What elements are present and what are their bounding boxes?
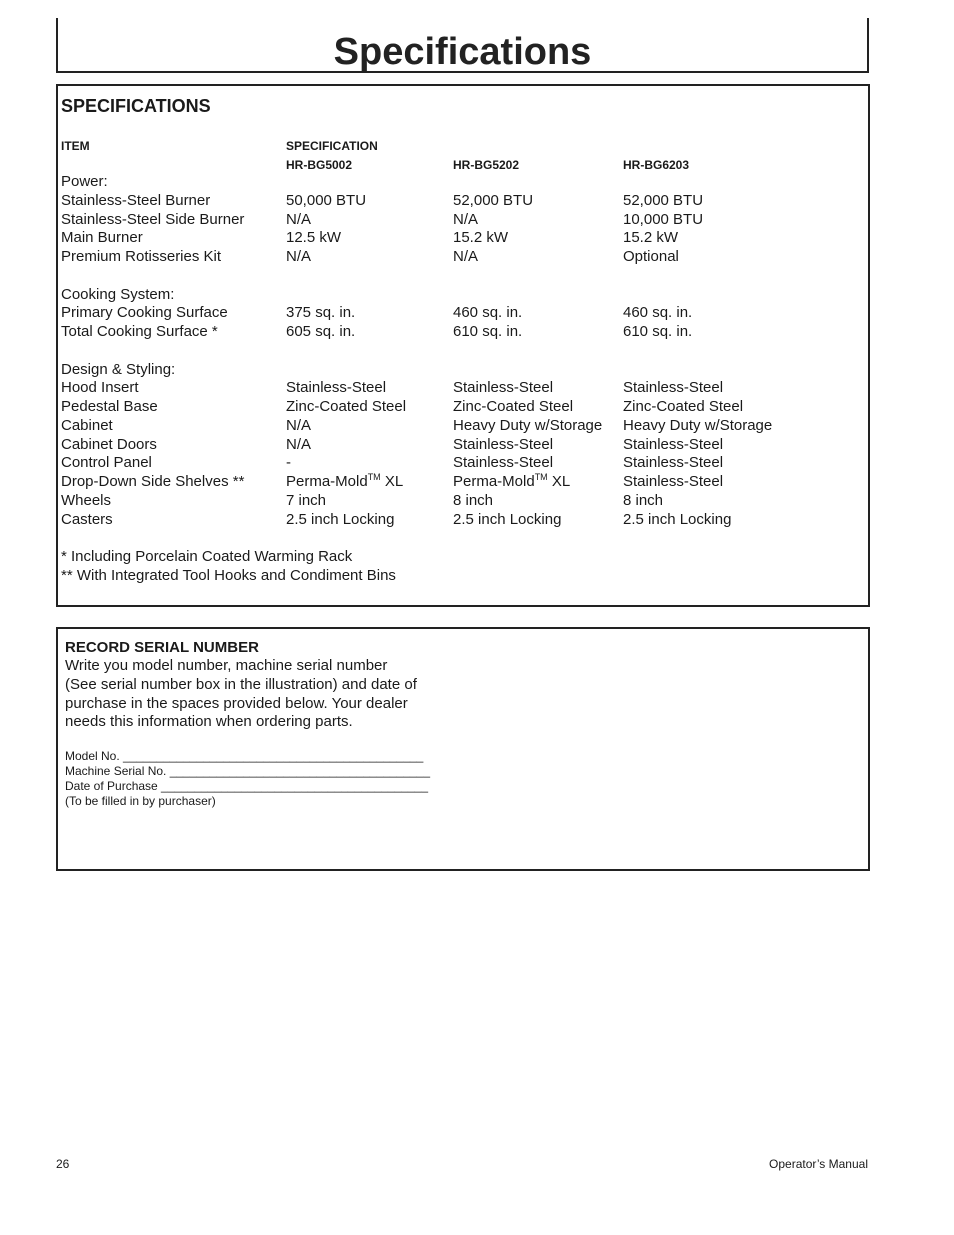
spec-value: 610 sq. in. [623, 323, 693, 340]
spec-value: 2.5 inch Locking [623, 510, 732, 528]
purchaser-note: (To be filled in by purchaser) [65, 794, 216, 808]
serial-heading: RECORD SERIAL NUMBER [65, 639, 259, 656]
spec-value: Stainless-Steel [286, 379, 387, 397]
spec-item-label: Design & Styling: [61, 360, 176, 378]
spec-value: 52,000 BTU [453, 191, 534, 209]
spec-row [61, 436, 861, 455]
specifications-table [61, 173, 861, 586]
spec-value: 50,000 BTU [286, 191, 367, 209]
spec-row [61, 248, 861, 267]
spec-value: 8 inch [453, 491, 494, 509]
machine-serial-field: Machine Serial No. _______________________________________ [65, 764, 430, 778]
spec-value: N/A [286, 248, 312, 265]
spec-row [61, 229, 861, 248]
spec-value: N/A [453, 210, 479, 228]
spec-value: 10,000 BTU [623, 210, 704, 228]
spec-value: N/A [286, 435, 312, 453]
spec-value: Zinc-Coated Steel [453, 398, 574, 415]
serial-instructions [65, 657, 445, 732]
spec-row [61, 267, 861, 286]
spec-row [61, 398, 861, 417]
spec-row [61, 304, 861, 323]
spec-row [61, 567, 861, 586]
spec-row [61, 173, 861, 192]
spec-row [61, 473, 861, 492]
serial-instruction-line: Write you model number, machine serial number [65, 657, 388, 674]
spec-value: Stainless-Steel [623, 379, 724, 397]
spec-value: Zinc-Coated Steel [623, 398, 744, 415]
spec-value: 7 inch [286, 491, 327, 509]
spec-row [61, 417, 861, 436]
spec-row [61, 211, 861, 230]
spec-value: Stainless-Steel [453, 454, 554, 472]
specifications-box [56, 84, 870, 607]
spec-value: Perma-Mold™ XL [453, 472, 571, 490]
spec-item-label: Casters [61, 510, 113, 528]
spec-item-label: Premium Rotisseries Kit [61, 248, 222, 265]
spec-item-label: Power: [61, 173, 108, 190]
spec-row [61, 379, 861, 398]
spec-value: - [286, 454, 291, 472]
spec-value: N/A [453, 248, 479, 265]
spec-value: 12.5 kW [286, 229, 342, 247]
spec-item-label: Stainless-Steel Burner [61, 191, 211, 209]
serial-instruction-line: (See serial number box in the illustration) and date of [65, 675, 417, 693]
spec-row [61, 548, 861, 567]
date-of-purchase-field: Date of Purchase ________________________________________ [65, 779, 429, 793]
spec-item-label: Stainless-Steel Side Burner [61, 210, 245, 228]
spec-value: 8 inch [623, 491, 664, 509]
model-header-1: HR-BG5002 [286, 158, 353, 172]
spec-value: N/A [286, 416, 312, 434]
spec-value: N/A [286, 210, 312, 228]
spec-item-label: Wheels [61, 491, 112, 509]
spec-item-label: Cabinet Doors [61, 435, 157, 453]
spec-row [61, 323, 861, 342]
spec-item-label: Cabinet [61, 416, 113, 434]
serial-instruction-line: purchase in the spaces provided below. Your dealer [65, 694, 408, 712]
spec-value: Perma-Mold™ XL [286, 472, 404, 490]
item-column-header: ITEM [61, 139, 90, 153]
spec-value: Stainless-Steel [623, 454, 724, 472]
record-serial-number-box [56, 627, 870, 871]
spec-value: Stainless-Steel [623, 473, 724, 490]
spec-value: 15.2 kW [623, 229, 679, 247]
spec-row [61, 192, 861, 211]
spec-value: Stainless-Steel [453, 435, 554, 453]
spec-value: Stainless-Steel [453, 379, 554, 397]
spec-value: Zinc-Coated Steel [286, 398, 407, 415]
spec-item-label: Primary Cooking Surface [61, 304, 228, 322]
spec-value: 2.5 inch Locking [286, 510, 395, 528]
model-header-3: HR-BG6203 [623, 158, 690, 172]
spec-row [61, 342, 861, 361]
spec-value: 605 sq. in. [286, 323, 356, 340]
spec-row [61, 492, 861, 511]
spec-value: 610 sq. in. [453, 323, 523, 340]
spec-item-label: Cooking System: [61, 285, 175, 303]
title-frame [56, 18, 869, 73]
spec-item-label: Pedestal Base [61, 398, 158, 415]
page-number: 26 [56, 1157, 70, 1171]
spec-value: 460 sq. in. [453, 304, 523, 322]
spec-value: Optional [623, 248, 679, 265]
spec-value: 52,000 BTU [623, 191, 704, 209]
spec-item-label: ** With Integrated Tool Hooks and Condiment Bins [61, 566, 396, 584]
spec-value: Heavy Duty w/Storage [623, 416, 773, 434]
spec-item-label: Drop-Down Side Shelves ** [61, 473, 245, 490]
model-number-field: Model No. _____________________________________________ [65, 749, 424, 763]
spec-item-label: * Including Porcelain Coated Warming Rack [61, 548, 353, 565]
spec-row [61, 286, 861, 305]
specification-column-header: SPECIFICATION [286, 139, 378, 153]
spec-row [61, 511, 861, 530]
manual-name: Operator’s Manual [769, 1157, 868, 1171]
spec-value: 375 sq. in. [286, 304, 356, 322]
serial-fields [65, 749, 430, 809]
spec-value: Stainless-Steel [623, 435, 724, 453]
spec-row [61, 529, 861, 548]
spec-value: 2.5 inch Locking [453, 510, 562, 528]
spec-value: Heavy Duty w/Storage [453, 416, 603, 434]
page-title: Specifications [333, 31, 592, 73]
spec-value: 460 sq. in. [623, 304, 693, 322]
spec-item-label: Control Panel [61, 454, 152, 472]
spec-item-label: Main Burner [61, 229, 143, 247]
model-header-2: HR-BG5202 [453, 158, 520, 172]
spec-row [61, 361, 861, 380]
spec-value: 15.2 kW [453, 229, 509, 247]
serial-instruction-line: needs this information when ordering parts. [65, 713, 353, 731]
spec-row [61, 454, 861, 473]
spec-item-label: Total Cooking Surface * [61, 323, 218, 340]
spec-item-label: Hood Insert [61, 379, 139, 397]
specifications-heading: SPECIFICATIONS [61, 96, 211, 116]
